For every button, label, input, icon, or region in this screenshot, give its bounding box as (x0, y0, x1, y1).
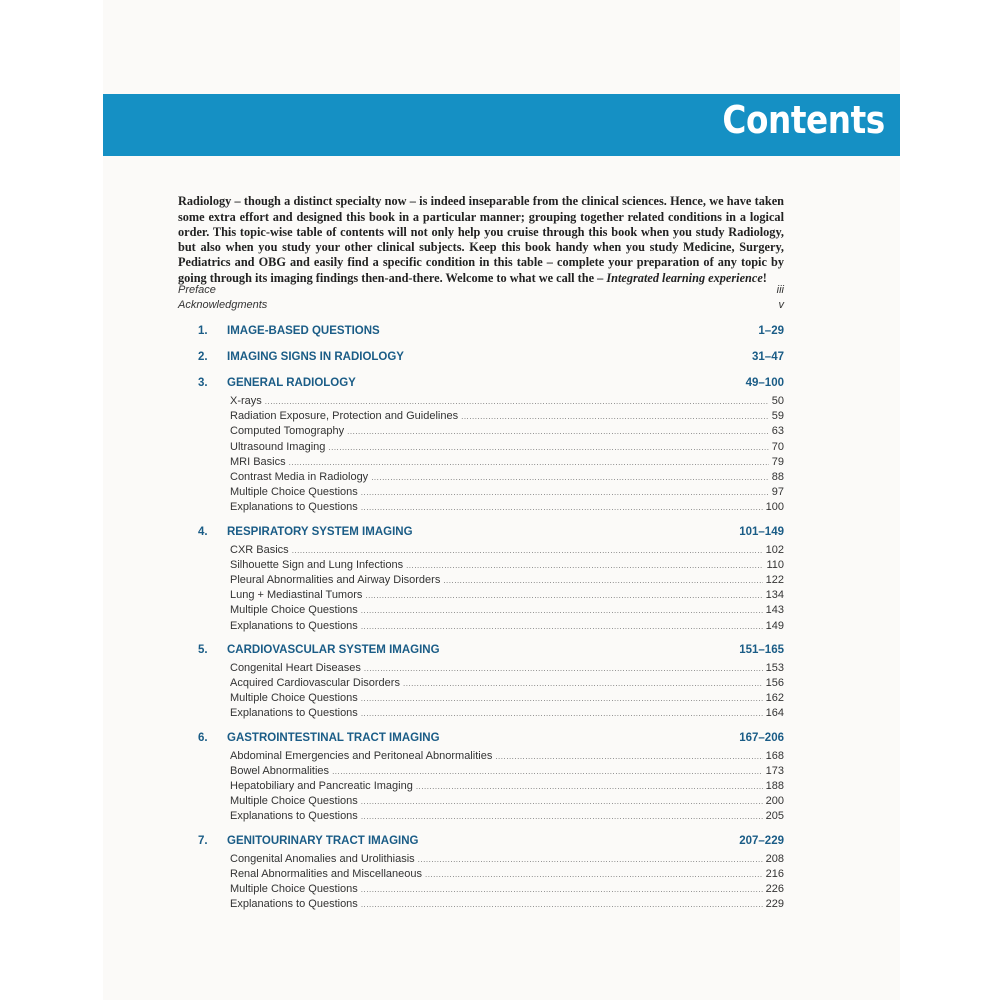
toc-entry-label: Multiple Choice Questions (230, 883, 358, 895)
chapter-title: CARDIOVASCULAR SYSTEM IMAGING (227, 643, 440, 656)
toc-entry-label: Computed Tomography (230, 425, 345, 438)
toc-entry-label: Ultrasound Imaging (230, 440, 326, 453)
toc-entry-page: 208 (765, 852, 784, 865)
chapter-heading[interactable] (198, 526, 784, 544)
toc-entry[interactable] (230, 677, 784, 692)
toc-entry[interactable] (230, 810, 784, 825)
chapter-page-range: 151–165 (739, 643, 784, 656)
toc-entry[interactable] (230, 501, 784, 516)
toc-entry-label: Explanations to Questions (230, 707, 358, 720)
chapter-heading[interactable] (198, 835, 784, 853)
dot-leader (265, 397, 769, 406)
dot-leader (443, 576, 762, 585)
dot-leader (328, 443, 768, 452)
toc-entry[interactable] (230, 868, 784, 883)
dot-leader (361, 503, 763, 512)
toc-entry[interactable] (230, 707, 784, 722)
toc-entry-label: Explanations to Questions (230, 619, 358, 632)
chapter-number: 1. (198, 325, 208, 337)
toc-entry-label: X-rays (230, 395, 262, 407)
intro-paragraph (178, 194, 784, 286)
toc-entry[interactable] (230, 780, 784, 795)
toc-entry-page: 88 (771, 471, 784, 483)
front-matter-page: v (778, 299, 784, 311)
toc-entry-page: 156 (765, 677, 784, 689)
toc-entry-page: 164 (765, 707, 784, 720)
toc-entry-label: Renal Abnormalities and Miscellaneous (230, 867, 422, 880)
front-matter-page: iii (776, 284, 784, 296)
toc-entry[interactable] (230, 692, 784, 707)
dot-leader (361, 812, 763, 821)
chapter-number: 2. (198, 351, 208, 363)
toc-entry-page: 162 (765, 692, 784, 705)
toc-entry[interactable] (230, 662, 784, 677)
toc-entry[interactable] (230, 853, 784, 868)
toc-entry-page: 63 (771, 425, 784, 438)
dot-leader (416, 782, 763, 791)
toc-entry[interactable] (230, 486, 784, 501)
toc-entry-page: 143 (765, 604, 784, 617)
chapter-title: GENITOURINARY TRACT IMAGING (227, 834, 419, 847)
front-matter-item[interactable] (178, 299, 784, 314)
toc-entry-page: 205 (765, 810, 784, 823)
dot-leader (361, 709, 763, 718)
toc-entry-page: 50 (771, 395, 784, 407)
dot-leader (361, 694, 763, 703)
chapter-page-range: 167–206 (739, 731, 784, 744)
toc-entry-label: Explanations to Questions (230, 501, 358, 514)
chapter-title: GASTROINTESTINAL TRACT IMAGING (227, 731, 440, 744)
intro-emphasis: Integrated learning experience (606, 270, 763, 285)
chapter-title: RESPIRATORY SYSTEM IMAGING (227, 525, 413, 538)
chapter-page-range: 1–29 (758, 325, 784, 337)
chapter-heading[interactable] (198, 644, 784, 662)
toc-entry-page: 110 (766, 558, 784, 571)
toc-entry-label: Bowel Abnormalities (230, 764, 330, 777)
toc-entry-label: Contrast Media in Radiology (230, 471, 369, 483)
toc-entry-label: Congenital Heart Diseases (230, 661, 361, 674)
dot-leader (371, 473, 769, 482)
contents-banner (103, 94, 900, 156)
dot-leader (461, 412, 769, 421)
toc-entry[interactable] (230, 395, 784, 410)
toc-entry-label: CXR Basics (230, 543, 289, 556)
toc-entry[interactable] (230, 544, 784, 559)
chapter-heading[interactable] (198, 325, 784, 343)
toc-entry[interactable] (230, 765, 784, 780)
dot-leader (361, 900, 763, 909)
dot-leader (495, 752, 762, 761)
toc-entry-label: Explanations to Questions (230, 810, 358, 823)
toc-entry-page: 79 (771, 455, 784, 468)
toc-entry[interactable] (230, 795, 784, 810)
toc-entry[interactable] (230, 471, 784, 486)
toc-entry[interactable] (230, 441, 784, 456)
toc-entry[interactable] (230, 559, 784, 574)
toc-entry-label: Multiple Choice Questions (230, 486, 358, 499)
toc-entry[interactable] (230, 456, 784, 471)
toc-entry-page: 168 (765, 749, 784, 762)
toc-entry-label: Acquired Cardiovascular Disorders (230, 677, 400, 689)
toc-entry[interactable] (230, 425, 784, 440)
dot-leader (418, 855, 763, 864)
toc-entry-label: Explanations to Questions (230, 898, 358, 911)
chapter-number: 3. (198, 377, 208, 389)
chapter-heading[interactable] (198, 351, 784, 369)
dot-leader (347, 427, 769, 436)
toc-entry[interactable] (230, 589, 784, 604)
toc-entry-page: 173 (765, 764, 784, 777)
page-title: Contents (722, 98, 885, 142)
chapter-heading[interactable] (198, 377, 784, 395)
dot-leader (361, 488, 769, 497)
chapter-page-range: 101–149 (739, 525, 784, 538)
chapter-number: 7. (198, 834, 208, 847)
toc-entry-page: 188 (765, 780, 784, 792)
chapter-page-range: 31–47 (752, 351, 784, 363)
toc-entry-label: Multiple Choice Questions (230, 604, 358, 617)
chapter-number: 5. (198, 643, 208, 656)
dot-leader (292, 546, 763, 555)
toc-entry-label: Silhouette Sign and Lung Infections (230, 558, 404, 571)
toc-entry[interactable] (230, 620, 784, 635)
toc-entry-page: 97 (771, 486, 784, 499)
toc-entry-label: Pleural Abnormalities and Airway Disorders (230, 574, 441, 586)
dot-leader (364, 664, 763, 673)
toc-entry-label: MRI Basics (230, 455, 286, 468)
front-matter-item[interactable] (178, 284, 784, 299)
toc-entry-label: Lung + Mediastinal Tumors (230, 589, 363, 602)
toc-entry-page: 59 (771, 410, 784, 423)
toc-entry-page: 229 (765, 898, 784, 911)
toc-entry-page: 226 (765, 883, 784, 895)
toc-entry[interactable] (230, 750, 784, 765)
front-matter-label: Preface (178, 284, 216, 296)
dot-leader (332, 767, 763, 776)
toc-entry-page: 149 (765, 619, 784, 632)
toc-entry-page: 122 (765, 574, 784, 586)
chapter-heading[interactable] (198, 732, 784, 750)
toc-entry[interactable] (230, 898, 784, 913)
dot-leader (403, 679, 763, 688)
toc-entry-label: Congenital Anomalies and Urolithiasis (230, 852, 415, 865)
intro-ending: ! (762, 270, 767, 285)
chapter-title: IMAGE-BASED QUESTIONS (227, 325, 380, 337)
dot-leader (425, 870, 763, 879)
toc-entry-page: 153 (765, 661, 784, 674)
chapter-number: 6. (198, 731, 208, 744)
toc-entry-page: 102 (765, 543, 784, 556)
dot-leader (361, 606, 763, 615)
toc-entry-label: Multiple Choice Questions (230, 692, 358, 705)
toc-entry-page: 100 (765, 501, 784, 514)
toc-entry-page: 216 (765, 867, 784, 880)
front-matter-label: Acknowledgments (178, 299, 268, 311)
chapter-title: GENERAL RADIOLOGY (227, 377, 356, 389)
intro-text: Radiology – though a distinct specialty now – is indeed inseparable from the clinical sciences. Hence, we have taken some extra effort and designed this book in a particular manner; grouping together related conditions in a logical order. This topic-wise table of contents will not only help you cruise through this book when you study Radiology, but also when you study your other clinical subjects. Keep this book handy when you study Medicine, Surgery, Pediatrics and OBG and easily find a specific condition in this table – complete your preparation of any topic by going through its imaging findings then-and-there. Welcome to what we call the – (178, 194, 784, 285)
toc-entry[interactable] (230, 604, 784, 619)
toc-entry[interactable] (230, 574, 784, 589)
toc-entry-label: Abdominal Emergencies and Peritoneal Abnormalities (230, 749, 493, 762)
toc-entry-label: Hepatobiliary and Pancreatic Imaging (230, 780, 413, 792)
dot-leader (406, 561, 763, 570)
toc-entry-label: Multiple Choice Questions (230, 795, 358, 808)
chapter-page-range: 207–229 (739, 834, 784, 847)
dot-leader (365, 591, 762, 600)
dot-leader (361, 797, 763, 806)
toc-entry-page: 134 (765, 589, 784, 602)
toc-entry-page: 200 (765, 795, 784, 808)
toc-entry[interactable] (230, 410, 784, 425)
chapter-number: 4. (198, 525, 208, 538)
toc-entry-label: Radiation Exposure, Protection and Guidelines (230, 410, 459, 423)
dot-leader (361, 885, 763, 894)
toc-entry-page: 70 (771, 440, 784, 453)
chapter-title: IMAGING SIGNS IN RADIOLOGY (227, 351, 404, 363)
dot-leader (289, 458, 769, 467)
toc-entry[interactable] (230, 883, 784, 898)
dot-leader (361, 622, 763, 631)
chapter-page-range: 49–100 (745, 377, 784, 389)
